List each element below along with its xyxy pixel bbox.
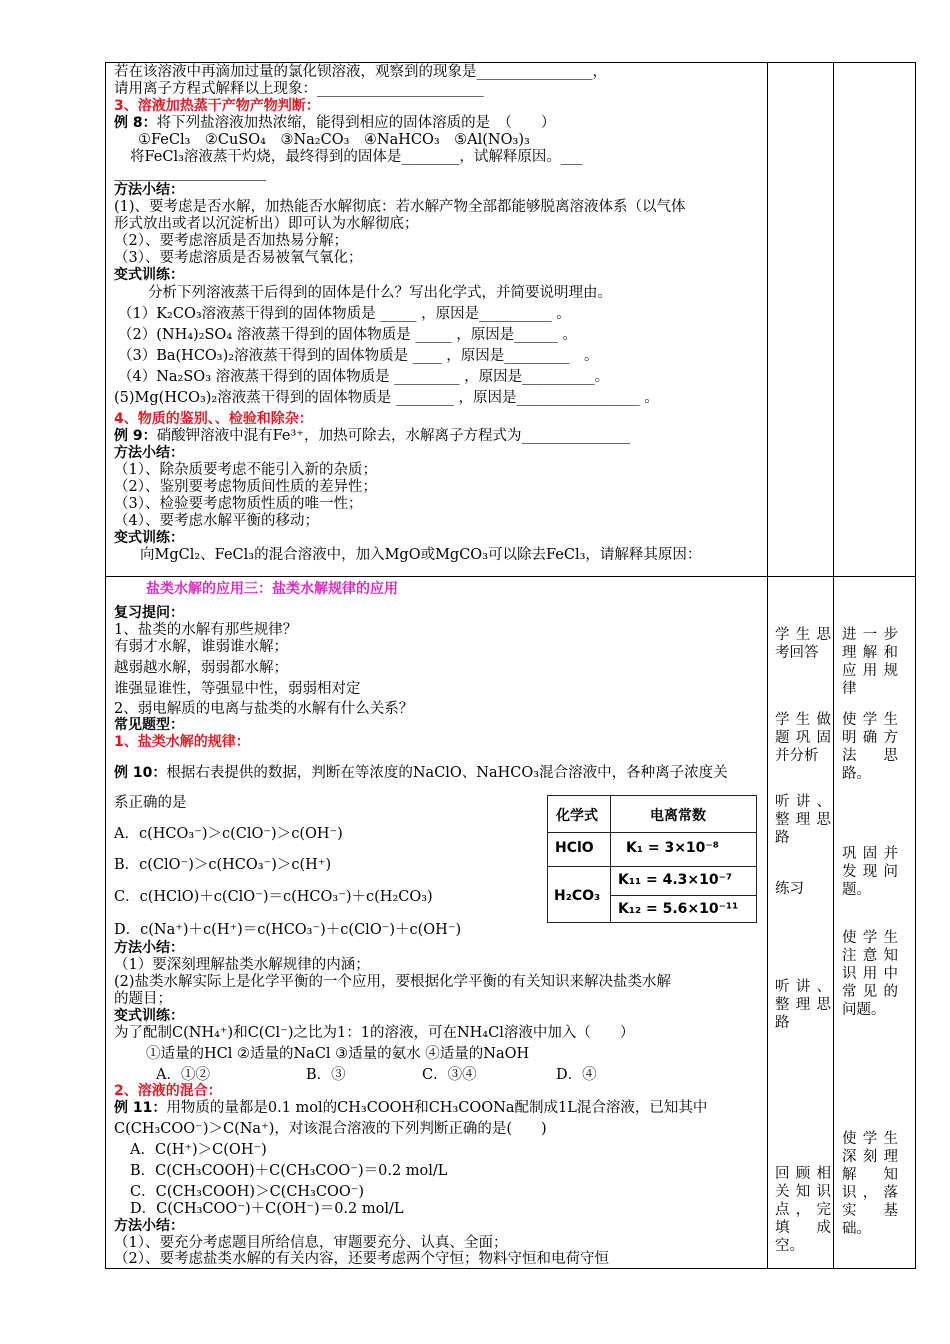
student-activity-4: 练习 (775, 881, 804, 897)
table-cell-formula: H₂CO₃ (554, 888, 601, 904)
text-line: 为了配制C(NH₄⁺)和C(Cl⁻)之比为1：1的溶液，可在NH₄Cl溶液中加入（ ） (114, 1025, 635, 1041)
example-9 (114, 427, 630, 445)
text-line: 谁强显谁性，等强显中性，弱弱相对定 (114, 681, 361, 697)
text-line: 越弱越水解，弱弱都水解； (114, 660, 288, 676)
text-line: （4）、要考虑水解平衡的移动； (114, 513, 319, 529)
example-text: 用物质的量都是0.1 mol的CH₃COOH和CH₃COONa配制成1L混合溶液，已知其中 (166, 1100, 708, 1116)
table-row-divider (548, 866, 756, 867)
example-8 (114, 114, 555, 132)
text-line: (5)Mg(HCO₃)₂溶液蒸干得到的固体物质是 ________ ，原因是_________________ 。 (114, 390, 659, 406)
design-intent-1: 进一步理解和应用规律 (842, 627, 898, 697)
student-activity-2: 学生做题巩固并分析 (775, 712, 831, 764)
lesson-title: 盐类水解的应用三：盐类水解规律的应用 (146, 581, 398, 597)
text-line: 有弱才水解，谁弱谁水解； (114, 639, 288, 655)
design-intent-4: 使学生注意知识用中常见的问题。 (842, 930, 898, 1018)
student-activity-1: 学生思考回答 (775, 627, 831, 661)
example-text: 硝酸钾溶液中混有Fe³⁺，加热可除去，水解离子方程式为_______________ (156, 428, 631, 444)
text-line: 形式放出或者以沉淀析出）即可认为水解彻底； (114, 216, 419, 232)
example-text: 根据右表提供的数据，判断在等浓度的NaClO、NaHCO₃混合溶液中，各种离子浓度关 (166, 765, 728, 781)
text-line: （2）、要考虑溶质是否加热易分解； (114, 233, 348, 249)
student-activity-6: 回顾相关知识点，完填成空。 (775, 1166, 831, 1254)
review-heading: 复习提问： (114, 605, 184, 621)
text-line: 2、弱电解质的电离与盐类的水解有什么关系？ (114, 701, 414, 717)
section-heading: 1、盐类水解的规律： (114, 734, 250, 750)
section-heading: 3、溶液加热蒸干产物产物判断： (114, 98, 320, 114)
text-line: （4）Na₂SO₃ 溶液蒸干得到的固体物质是 _________ ，原因是__________。 (118, 369, 610, 385)
column-divider-2 (833, 63, 834, 1268)
ionization-constant-table (547, 795, 757, 923)
text-line: _____________________ (114, 165, 267, 181)
text-line: 系正确的是 (114, 795, 187, 811)
table-col-divider (610, 796, 611, 922)
design-intent-2: 使学生明确方法思路。 (842, 712, 898, 782)
example-label: 例 8： (114, 115, 157, 131)
option-d: D．C(CH₃COO⁻)＋C(OH⁻)＝0.2 mol/L (130, 1201, 404, 1217)
variant-training-heading: 变式训练： (114, 267, 184, 283)
option-c: C．③④ (422, 1067, 477, 1083)
section-heading: 2、溶液的混合： (114, 1083, 222, 1099)
text-line: （2）(NH₄)₂SO₄ 溶液蒸干得到的固体物质是 _____ ，原因是______ 。 (118, 327, 577, 343)
text-line: (1)、要考虑是否水解，加热能否水解彻底：若水解产物全部都能够脱离溶液体系（以气体 (114, 199, 686, 215)
table-header-constant: 电离常数 (650, 808, 706, 824)
table-header-formula: 化学式 (556, 808, 598, 824)
text-line: 1、盐类的水解有那些规律？ (114, 622, 298, 638)
option-a: A．①② (156, 1067, 210, 1083)
example-label: 例 9： (114, 428, 157, 444)
example-options: ①FeCl₃ ②CuSO₄ ③Na₂CO₃ ④NaHCO₃ ⑤Al(NO₃)₃ (138, 132, 530, 148)
table-cell-value: K₁ = 3×10⁻⁸ (626, 840, 719, 856)
variant-training-heading: 变式训练： (114, 530, 184, 546)
table-cell-value: K₁₁ = 4.3×10⁻⁷ (618, 872, 733, 888)
common-types-heading: 常见题型： (114, 717, 184, 733)
option-d: D．④ (556, 1067, 597, 1083)
text-line: （1）、要充分考虑题目所给信息，审题要充分、认真、全面； (114, 1235, 508, 1251)
text-line: 分析下列溶液蒸干后得到的固体是什么？写出化学式，并简要说明理由。 (148, 285, 612, 301)
table-row-divider (610, 895, 756, 896)
method-summary-heading: 方法小结： (114, 940, 184, 956)
option-b: B．C(CH₃COOH)＋C(CH₃COO⁻)＝0.2 mol/L (130, 1163, 448, 1179)
variant-training-heading: 变式训练： (114, 1008, 184, 1024)
text-line: 的题目； (114, 991, 172, 1007)
text-line: （1）K₂CO₃溶液蒸干得到的固体物质是 _____ ，原因是__________ 。 (118, 306, 571, 322)
text-line: C(CH₃COO⁻)＞C(Na⁺)，对该混合溶液的下列判断正确的是( ) (114, 1121, 547, 1137)
text-line: （2）、要考虑盐类水解的有关内容，还要考虑两个守恒；物料守恒和电荷守恒 (114, 1251, 609, 1267)
method-summary-heading: 方法小结： (114, 1218, 184, 1234)
method-summary-heading: 方法小结： (114, 182, 184, 198)
option-b: B．③ (306, 1067, 346, 1083)
column-divider-1 (767, 63, 768, 1268)
text-line: （1）、除杂质要考虑不能引入新的杂质； (114, 462, 377, 478)
table-cell-value: K₁₂ = 5.6×10⁻¹¹ (618, 901, 739, 917)
method-summary-heading: 方法小结： (114, 445, 184, 461)
example-11 (114, 1099, 707, 1117)
table-cell-formula: HClO (555, 840, 594, 856)
example-label: 例 10： (114, 765, 167, 781)
text-line: ①适量的HCl ②适量的NaCl ③适量的氨水 ④适量的NaOH (146, 1046, 530, 1062)
section-heading: 4、物质的鉴别、、检验和除杂： (114, 411, 313, 427)
option-c: C．c(HClO)＋c(ClO⁻)＝c(HCO₃⁻)＋c(H₂CO₃) (114, 889, 433, 905)
text-line: 请用离子方程式解释以上现象：_______________________ (114, 81, 484, 97)
example-label: 例 11： (114, 1100, 167, 1116)
option-a: A．C(H⁺)＞C(OH⁻) (130, 1142, 267, 1158)
student-activity-3: 听讲、整理思路 (775, 794, 831, 846)
text-line: 若在该溶液中再滴加过量的氯化钡溶液，观察到的现象是________________， (114, 64, 607, 80)
example-text: 将下列盐溶液加热浓缩，能得到相应的固体溶质的是 （ ） (156, 115, 556, 131)
text-line: （3）Ba(HCO₃)₂溶液蒸干得到的固体物质是 ____ ，原因是_________ 。 (118, 348, 599, 364)
text-line: （2）、鉴别要考虑物质间性质的差异性； (114, 479, 377, 495)
option-b: B．c(ClO⁻)＞c(HCO₃⁻)＞c(H⁺) (114, 857, 332, 873)
table-row-divider (548, 832, 756, 833)
option-d: D．c(Na⁺)＋c(H⁺)＝c(HCO₃⁻)＋c(ClO⁻)＋c(OH⁻) (114, 922, 462, 938)
text-line: 将FeCl₃溶液蒸干灼烧，最终得到的固体是________，试解释原因。___ (130, 149, 583, 165)
text-line: （3）、检验要考虑物质性质的唯一性； (114, 496, 363, 512)
design-intent-5: 使学生深刻理解知识，落实基础。 (842, 1131, 898, 1237)
student-activity-5: 听讲、整理思路 (775, 979, 831, 1031)
option-c: C．C(CH₃COOH)＞C(CH₃COO⁻) (130, 1184, 365, 1200)
option-a: A．c(HCO₃⁻)＞c(ClO⁻)＞c(OH⁻) (114, 826, 343, 842)
design-intent-3: 巩固并发现问题。 (842, 846, 898, 898)
text-line: （3）、要考虑溶质是否易被氧气氧化； (114, 250, 363, 266)
text-line: （1）要深刻理解盐类水解规律的内涵； (114, 957, 370, 973)
row-divider (106, 576, 915, 577)
text-line: (2)盐类水解实际上是化学平衡的一个应用，要根据化学平衡的有关知识来解决盐类水解 (114, 974, 672, 990)
example-10 (114, 764, 728, 782)
text-line: 向MgCl₂、FeCl₃的混合溶液中，加入MgO或MgCO₃可以除去FeCl₃，请解释其原因： (140, 547, 702, 563)
